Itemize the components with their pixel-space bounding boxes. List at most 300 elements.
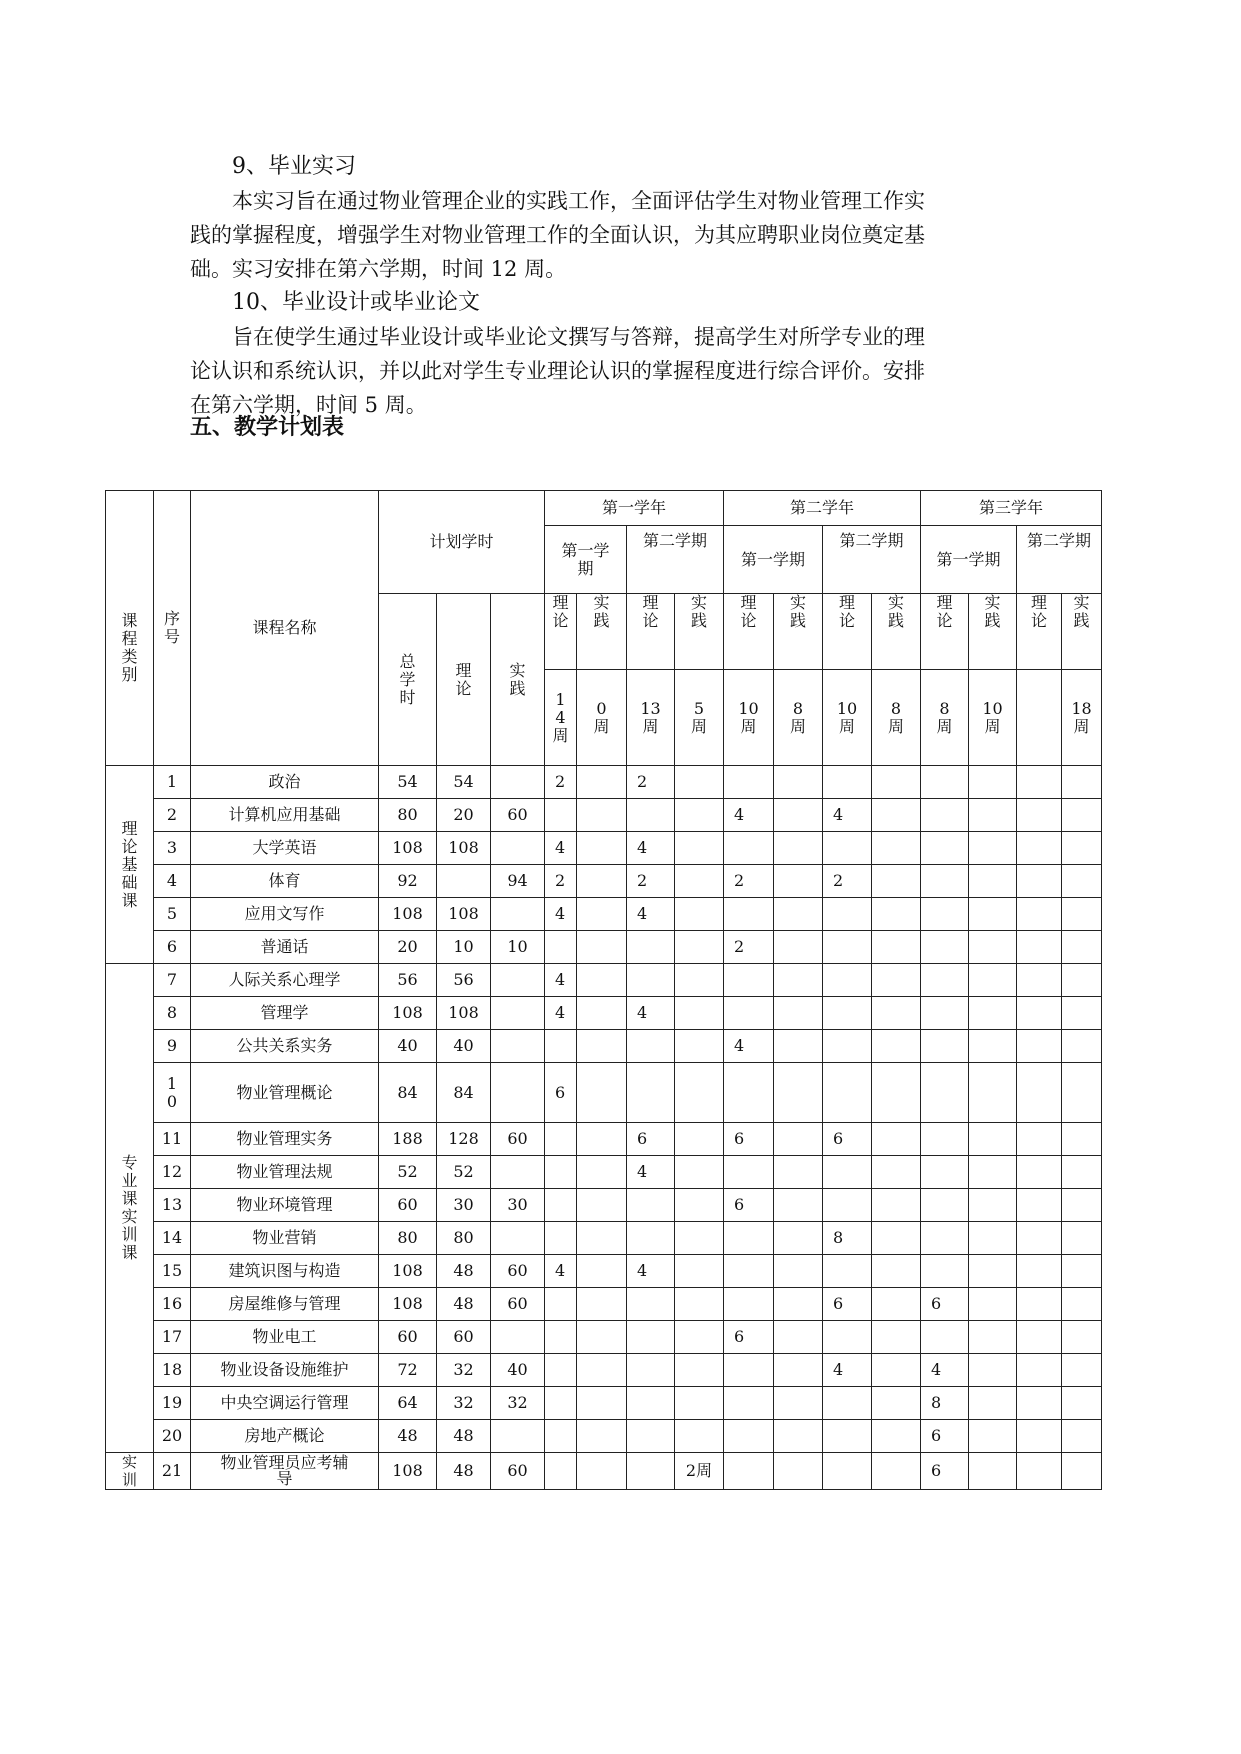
semester-hours <box>545 1354 577 1387</box>
semester-hours <box>921 898 969 931</box>
course-name: 物业环境管理 <box>191 1189 379 1222</box>
course-practice-hours: 30 <box>491 1189 545 1222</box>
semester-hours <box>1017 1420 1062 1453</box>
semester-hours <box>1017 1354 1062 1387</box>
semester-hours <box>969 898 1017 931</box>
header-sub-theory: 理 论 <box>724 594 774 670</box>
semester-hours <box>627 1288 675 1321</box>
semester-hours <box>1017 1123 1062 1156</box>
semester-hours <box>545 1123 577 1156</box>
course-total-hours: 108 <box>379 1255 437 1288</box>
section10-line: 论认识和系统认识，并以此对学生专业理论认识的掌握程度进行综合评价。安排 <box>190 359 925 383</box>
semester-hours <box>724 898 774 931</box>
semester-hours <box>675 799 724 832</box>
semester-hours <box>823 898 872 931</box>
course-practice-hours: 60 <box>491 799 545 832</box>
semester-hours <box>921 1156 969 1189</box>
course-practice-hours <box>491 898 545 931</box>
semester-hours <box>921 1321 969 1354</box>
semester-hours: 4 <box>627 997 675 1030</box>
table-row <box>106 1222 1102 1255</box>
semester-hours <box>969 1453 1017 1490</box>
header-weeks: 10 周 <box>969 670 1017 766</box>
course-theory-hours: 48 <box>437 1255 491 1288</box>
header-sub-practice: 实 践 <box>872 594 921 670</box>
semester-hours <box>1017 1063 1062 1123</box>
semester-hours: 6 <box>921 1453 969 1490</box>
semester-hours <box>577 1123 627 1156</box>
semester-hours <box>774 1288 823 1321</box>
semester-hours <box>724 766 774 799</box>
section10-paragraph <box>190 320 1070 422</box>
semester-hours <box>872 1123 921 1156</box>
semester-hours <box>1062 1255 1102 1288</box>
section9-title: 9、毕业实习 <box>232 154 356 179</box>
semester-hours: 4 <box>545 964 577 997</box>
header-weeks: 8 周 <box>921 670 969 766</box>
header-weeks: 5 周 <box>675 670 724 766</box>
semester-hours <box>921 865 969 898</box>
semester-hours: 4 <box>627 1255 675 1288</box>
header-course-name: 课程名称 <box>191 491 379 766</box>
course-total-hours: 60 <box>379 1321 437 1354</box>
semester-hours <box>577 997 627 1030</box>
semester-hours <box>921 1189 969 1222</box>
semester-hours <box>921 1255 969 1288</box>
course-total-hours: 188 <box>379 1123 437 1156</box>
header-semester: 第二学期 <box>627 526 724 594</box>
course-name: 物业电工 <box>191 1321 379 1354</box>
semester-hours <box>545 1030 577 1063</box>
semester-hours <box>627 1063 675 1123</box>
semester-hours <box>724 1453 774 1490</box>
course-total-hours: 56 <box>379 964 437 997</box>
semester-hours <box>921 997 969 1030</box>
course-theory-hours: 32 <box>437 1354 491 1387</box>
course-seq: 19 <box>154 1387 191 1420</box>
semester-hours <box>872 931 921 964</box>
semester-hours <box>823 1387 872 1420</box>
semester-hours <box>545 1156 577 1189</box>
semester-hours <box>1017 766 1062 799</box>
semester-hours <box>724 1156 774 1189</box>
semester-hours <box>1017 1321 1062 1354</box>
semester-hours <box>872 1063 921 1123</box>
semester-hours <box>1017 1255 1062 1288</box>
course-seq: 16 <box>154 1288 191 1321</box>
semester-hours <box>627 1222 675 1255</box>
course-total-hours: 80 <box>379 799 437 832</box>
section9-line: 础。实习安排在第六学期，时间 12 周。 <box>190 257 567 281</box>
course-total-hours: 72 <box>379 1354 437 1387</box>
semester-hours <box>577 1321 627 1354</box>
course-practice-hours: 32 <box>491 1387 545 1420</box>
semester-hours: 4 <box>823 799 872 832</box>
semester-hours <box>1062 1321 1102 1354</box>
course-practice-hours: 60 <box>491 1255 545 1288</box>
semester-hours <box>577 832 627 865</box>
semester-hours <box>872 1387 921 1420</box>
course-seq: 21 <box>154 1453 191 1490</box>
semester-hours <box>545 1222 577 1255</box>
course-name: 应用文写作 <box>191 898 379 931</box>
course-category: 实 训 <box>106 1453 154 1490</box>
semester-hours <box>1062 766 1102 799</box>
header-weeks <box>1017 670 1062 766</box>
semester-hours: 2 <box>627 865 675 898</box>
semester-hours <box>577 1387 627 1420</box>
header-semester: 第一学期 <box>724 526 823 594</box>
semester-hours <box>774 1222 823 1255</box>
course-practice-hours <box>491 1420 545 1453</box>
semester-hours <box>823 1030 872 1063</box>
course-name: 物业营销 <box>191 1222 379 1255</box>
semester-hours <box>872 1255 921 1288</box>
semester-hours <box>724 1222 774 1255</box>
course-category: 专 业 课 实 训 课 <box>106 964 154 1453</box>
semester-hours <box>724 997 774 1030</box>
course-practice-hours <box>491 1063 545 1123</box>
course-theory-hours: 108 <box>437 898 491 931</box>
semester-hours <box>823 1420 872 1453</box>
course-seq: 20 <box>154 1420 191 1453</box>
semester-hours <box>675 1354 724 1387</box>
course-total-hours: 108 <box>379 1453 437 1490</box>
course-total-hours: 54 <box>379 766 437 799</box>
semester-hours <box>1017 898 1062 931</box>
semester-hours <box>1062 1222 1102 1255</box>
course-seq: 6 <box>154 931 191 964</box>
semester-hours <box>724 1255 774 1288</box>
semester-hours: 6 <box>724 1321 774 1354</box>
semester-hours <box>1017 931 1062 964</box>
semester-hours: 4 <box>627 832 675 865</box>
table-row <box>106 931 1102 964</box>
semester-hours <box>969 1222 1017 1255</box>
course-total-hours: 108 <box>379 832 437 865</box>
course-practice-hours <box>491 832 545 865</box>
course-name: 物业设备设施维护 <box>191 1354 379 1387</box>
header-sub-theory: 理 论 <box>1017 594 1062 670</box>
header-year-1: 第一学年 <box>545 491 724 526</box>
header-year-2: 第二学年 <box>724 491 921 526</box>
section9-line: 本实习旨在通过物业管理企业的实践工作，全面评估学生对物业管理工作实 <box>232 189 925 213</box>
course-total-hours: 84 <box>379 1063 437 1123</box>
course-practice-hours: 60 <box>491 1123 545 1156</box>
semester-hours <box>969 1030 1017 1063</box>
semester-hours <box>872 1420 921 1453</box>
semester-hours <box>969 799 1017 832</box>
semester-hours <box>969 1288 1017 1321</box>
semester-hours <box>1062 997 1102 1030</box>
semester-hours <box>1062 1189 1102 1222</box>
semester-hours <box>774 1189 823 1222</box>
semester-hours <box>872 1288 921 1321</box>
header-sub-theory: 理 论 <box>545 594 577 670</box>
semester-hours <box>823 1321 872 1354</box>
semester-hours: 4 <box>724 1030 774 1063</box>
semester-hours: 6 <box>921 1288 969 1321</box>
course-theory-hours: 40 <box>437 1030 491 1063</box>
header-sub-theory: 理 论 <box>823 594 872 670</box>
course-theory-hours: 48 <box>437 1288 491 1321</box>
semester-hours <box>675 1063 724 1123</box>
table-row <box>106 1453 1102 1490</box>
semester-hours <box>969 1354 1017 1387</box>
table-row <box>106 1063 1102 1123</box>
table-row <box>106 1420 1102 1453</box>
table-row <box>106 865 1102 898</box>
course-seq: 13 <box>154 1189 191 1222</box>
semester-hours <box>969 766 1017 799</box>
semester-hours <box>577 1063 627 1123</box>
semester-hours <box>577 799 627 832</box>
course-seq: 2 <box>154 799 191 832</box>
course-name: 物业管理法规 <box>191 1156 379 1189</box>
semester-hours <box>774 1255 823 1288</box>
semester-hours <box>1062 1030 1102 1063</box>
semester-hours <box>1017 865 1062 898</box>
table-row <box>106 964 1102 997</box>
course-name: 房屋维修与管理 <box>191 1288 379 1321</box>
semester-hours <box>675 898 724 931</box>
course-seq: 3 <box>154 832 191 865</box>
section9-line: 践的掌握程度，增强学生对物业管理工作的全面认识，为其应聘职业岗位奠定基 <box>190 223 925 247</box>
table-row <box>106 1255 1102 1288</box>
table-row <box>106 997 1102 1030</box>
semester-hours <box>921 1123 969 1156</box>
semester-hours <box>872 964 921 997</box>
semester-hours <box>969 1156 1017 1189</box>
semester-hours <box>872 997 921 1030</box>
header-sub-practice: 实 践 <box>774 594 823 670</box>
semester-hours <box>724 1063 774 1123</box>
semester-hours: 6 <box>823 1288 872 1321</box>
semester-hours <box>577 931 627 964</box>
header-weeks: 10 周 <box>823 670 872 766</box>
course-seq: 12 <box>154 1156 191 1189</box>
semester-hours <box>969 832 1017 865</box>
semester-hours <box>1017 1387 1062 1420</box>
semester-hours <box>627 1387 675 1420</box>
semester-hours: 8 <box>921 1387 969 1420</box>
course-seq: 18 <box>154 1354 191 1387</box>
semester-hours <box>577 1156 627 1189</box>
semester-hours <box>1017 832 1062 865</box>
semester-hours <box>1062 1123 1102 1156</box>
semester-hours <box>921 766 969 799</box>
section10-title: 10、毕业设计或毕业论文 <box>232 290 480 315</box>
semester-hours <box>774 832 823 865</box>
course-practice-hours <box>491 1321 545 1354</box>
table-row <box>106 832 1102 865</box>
table-row <box>106 1123 1102 1156</box>
semester-hours <box>872 865 921 898</box>
semester-hours <box>872 832 921 865</box>
semester-hours <box>774 1387 823 1420</box>
header-sub-practice: 实 践 <box>969 594 1017 670</box>
semester-hours <box>1017 1288 1062 1321</box>
course-seq: 14 <box>154 1222 191 1255</box>
semester-hours <box>872 799 921 832</box>
course-total-hours: 60 <box>379 1189 437 1222</box>
semester-hours: 2 <box>724 931 774 964</box>
semester-hours: 2 <box>545 865 577 898</box>
semester-hours: 4 <box>627 898 675 931</box>
semester-hours <box>774 898 823 931</box>
semester-hours <box>921 832 969 865</box>
semester-hours <box>969 931 1017 964</box>
course-practice-hours <box>491 766 545 799</box>
semester-hours <box>577 1189 627 1222</box>
semester-hours <box>627 1321 675 1354</box>
semester-hours <box>577 1222 627 1255</box>
header-sub-practice: 实 践 <box>1062 594 1102 670</box>
semester-hours <box>921 1063 969 1123</box>
semester-hours <box>577 766 627 799</box>
course-practice-hours: 94 <box>491 865 545 898</box>
semester-hours <box>1062 898 1102 931</box>
course-theory-hours: 108 <box>437 997 491 1030</box>
semester-hours <box>921 799 969 832</box>
course-practice-hours <box>491 997 545 1030</box>
semester-hours <box>675 1123 724 1156</box>
course-seq: 5 <box>154 898 191 931</box>
course-theory-hours: 48 <box>437 1453 491 1490</box>
semester-hours <box>872 1453 921 1490</box>
semester-hours <box>969 1387 1017 1420</box>
semester-hours <box>872 1222 921 1255</box>
course-total-hours: 108 <box>379 898 437 931</box>
semester-hours <box>675 1321 724 1354</box>
course-total-hours: 92 <box>379 865 437 898</box>
semester-hours <box>545 1288 577 1321</box>
course-seq: 1 0 <box>154 1063 191 1123</box>
semester-hours <box>823 1453 872 1490</box>
semester-hours <box>577 1420 627 1453</box>
semester-hours <box>872 1321 921 1354</box>
course-theory-hours: 20 <box>437 799 491 832</box>
semester-hours <box>969 1255 1017 1288</box>
semester-hours <box>823 931 872 964</box>
course-theory-hours: 84 <box>437 1063 491 1123</box>
header-weeks: 13 周 <box>627 670 675 766</box>
header-theory-hours: 理 论 <box>437 594 491 766</box>
semester-hours: 4 <box>545 898 577 931</box>
table-row <box>106 766 1102 799</box>
semester-hours <box>969 865 1017 898</box>
course-theory-hours: 60 <box>437 1321 491 1354</box>
semester-hours <box>1017 1453 1062 1490</box>
semester-hours <box>1062 1156 1102 1189</box>
course-seq: 1 <box>154 766 191 799</box>
semester-hours <box>774 997 823 1030</box>
course-seq: 15 <box>154 1255 191 1288</box>
semester-hours <box>577 1288 627 1321</box>
semester-hours <box>1062 964 1102 997</box>
header-category: 课 程 类 别 <box>106 491 154 766</box>
course-total-hours: 64 <box>379 1387 437 1420</box>
semester-hours <box>1062 1387 1102 1420</box>
semester-hours <box>823 1189 872 1222</box>
semester-hours <box>627 1030 675 1063</box>
semester-hours: 2周 <box>675 1453 724 1490</box>
semester-hours <box>675 997 724 1030</box>
course-theory-hours: 128 <box>437 1123 491 1156</box>
semester-hours <box>545 799 577 832</box>
course-name: 公共关系实务 <box>191 1030 379 1063</box>
semester-hours <box>724 1387 774 1420</box>
semester-hours <box>724 1354 774 1387</box>
header-practice-hours: 实 践 <box>491 594 545 766</box>
semester-hours <box>969 1420 1017 1453</box>
semester-hours <box>774 865 823 898</box>
semester-hours <box>675 1030 724 1063</box>
semester-hours <box>545 1387 577 1420</box>
course-total-hours: 80 <box>379 1222 437 1255</box>
semester-hours <box>774 1123 823 1156</box>
semester-hours <box>1062 931 1102 964</box>
semester-hours: 6 <box>921 1420 969 1453</box>
semester-hours <box>872 1189 921 1222</box>
semester-hours <box>627 1420 675 1453</box>
semester-hours <box>675 865 724 898</box>
semester-hours <box>1062 832 1102 865</box>
semester-hours <box>545 931 577 964</box>
semester-hours <box>921 931 969 964</box>
semester-hours <box>823 766 872 799</box>
course-name: 政治 <box>191 766 379 799</box>
semester-hours: 4 <box>724 799 774 832</box>
semester-hours <box>675 1189 724 1222</box>
semester-hours <box>627 931 675 964</box>
semester-hours: 4 <box>545 832 577 865</box>
semester-hours <box>1062 1420 1102 1453</box>
semester-hours: 8 <box>823 1222 872 1255</box>
course-theory-hours: 108 <box>437 832 491 865</box>
semester-hours: 6 <box>627 1123 675 1156</box>
course-name: 物业管理员应考辅 导 <box>191 1453 379 1490</box>
course-theory-hours: 80 <box>437 1222 491 1255</box>
semester-hours <box>675 931 724 964</box>
course-name: 大学英语 <box>191 832 379 865</box>
header-sub-theory: 理 论 <box>627 594 675 670</box>
semester-hours <box>577 1030 627 1063</box>
semester-hours <box>1062 1288 1102 1321</box>
course-practice-hours: 60 <box>491 1453 545 1490</box>
semester-hours <box>774 1321 823 1354</box>
semester-hours <box>675 766 724 799</box>
semester-hours: 4 <box>627 1156 675 1189</box>
semester-hours <box>921 964 969 997</box>
section9-paragraph <box>190 184 1070 286</box>
header-plan-hours: 计划学时 <box>379 491 545 594</box>
course-total-hours: 52 <box>379 1156 437 1189</box>
semester-hours <box>1017 964 1062 997</box>
semester-hours <box>969 964 1017 997</box>
semester-hours <box>627 1189 675 1222</box>
course-seq: 8 <box>154 997 191 1030</box>
course-practice-hours <box>491 1030 545 1063</box>
semester-hours <box>969 997 1017 1030</box>
table-row <box>106 1387 1102 1420</box>
semester-hours <box>1017 997 1062 1030</box>
header-semester: 第一学期 <box>921 526 1017 594</box>
semester-hours <box>1062 865 1102 898</box>
semester-hours <box>577 964 627 997</box>
semester-hours <box>823 1255 872 1288</box>
course-total-hours: 40 <box>379 1030 437 1063</box>
